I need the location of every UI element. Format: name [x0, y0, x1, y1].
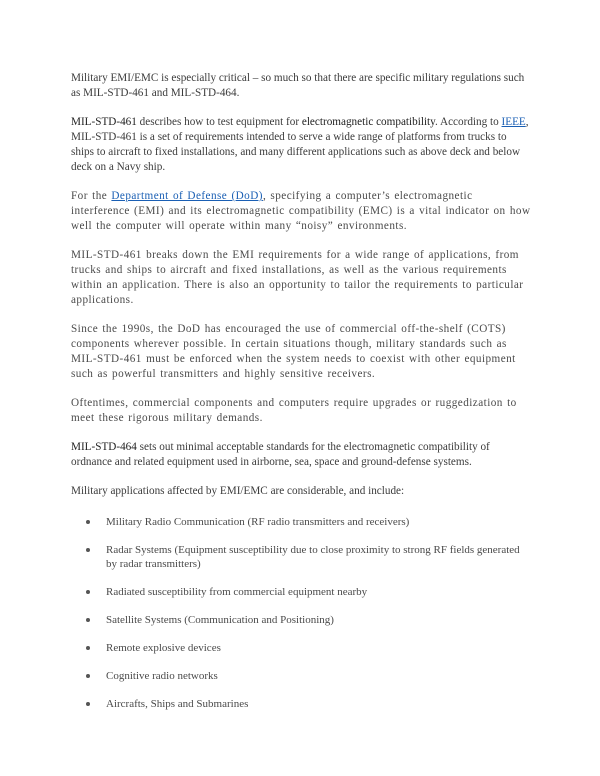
- list-item: [71, 641, 531, 655]
- list-item: [71, 697, 531, 711]
- dod-link[interactable]: Department of Defense (DoD): [111, 190, 263, 202]
- ieee-link[interactable]: IEEE: [501, 116, 526, 128]
- paragraph-intro: Military EMI/EMC is especially critical – so much so that there are specific military regulations such as MIL-STD-461 and MIL-STD-464.: [71, 72, 525, 99]
- list-item-text: Cognitive radio networks: [106, 670, 218, 682]
- list-item-text: Radiated susceptibility from commercial equipment nearby: [106, 586, 368, 598]
- mil-std-461-text-c: , MIL-STD-461 is a set of requirements intended to serve a wide range of platforms from trucks to ships to aircraft to fixed installations, and many different applications such as above deck and below deck on a Navy ship.: [71, 116, 529, 173]
- bullet-icon: [86, 618, 90, 622]
- paragraph-mil-std-464: [71, 440, 531, 470]
- bullet-icon: [86, 520, 90, 524]
- paragraph-ruggedization: Oftentimes, commercial components and computers require upgrades or ruggedization to meet these rigorous military demands.: [71, 397, 517, 424]
- bullet-icon: [86, 702, 90, 706]
- bullet-icon: [86, 590, 90, 594]
- dod-text-b: , specifying a computer’s electromagnetic interference (EMI) and its electromagnetic compatibility (EMC) is a vital indicator on how well the computer will operate within many “noisy” environments.: [71, 190, 531, 232]
- paragraph-dod: [71, 189, 531, 234]
- mil-std-461-label: MIL-STD-461: [71, 116, 137, 128]
- paragraph-mil-std-461: [71, 115, 531, 175]
- dod-text-a: For the: [71, 190, 112, 202]
- mil-std-464-label: MIL-STD-464: [71, 441, 137, 453]
- emc-term: electromagnetic compatibility: [301, 116, 436, 128]
- list-item-text: Satellite Systems (Communication and Positioning): [106, 614, 334, 626]
- document-page: [71, 71, 531, 725]
- mil-std-461-text-a: describes how to test equipment for: [136, 116, 302, 128]
- paragraph-applications-intro: Military applications affected by EMI/EMC are considerable, and include:: [71, 485, 405, 497]
- paragraph-emi-breakdown: MIL-STD-461 breaks down the EMI requirements for a wide range of applications, from trucks and ships to aircraft and fixed installations, as well as the various requirements within an application. There is also an opportunity to tailor the requirements to particular applications.: [71, 249, 524, 306]
- list-item: [71, 585, 531, 599]
- mil-std-464-text: sets out minimal acceptable standards for the electromagnetic compatibility of ordnance and related equipment used in airborne, sea, space and ground-defense systems.: [71, 441, 490, 468]
- mil-std-461-text-b: . According to: [435, 116, 502, 128]
- paragraph-cots: Since the 1990s, the DoD has encouraged the use of commercial off-the-shelf (COTS) components wherever possible. In certain situations though, military standards such as MIL-STD-461 must be enforced when the system needs to coexist with other equipment such as powerful transmitters and highly sensitive receivers.: [71, 323, 516, 380]
- list-item-text: Radar Systems (Equipment susceptibility due to close proximity to strong RF fields generated by radar transmitters): [106, 544, 520, 570]
- list-item: [71, 543, 531, 571]
- bullet-icon: [86, 646, 90, 650]
- bullet-icon: [86, 674, 90, 678]
- list-item-text: Military Radio Communication (RF radio transmitters and receivers): [106, 516, 410, 528]
- list-item: [71, 613, 531, 627]
- list-item: [71, 515, 531, 529]
- list-item: [71, 669, 531, 683]
- bullet-icon: [86, 548, 90, 552]
- list-item-text: Remote explosive devices: [106, 642, 221, 654]
- list-item-text: Aircrafts, Ships and Submarines: [106, 698, 249, 710]
- applications-list: [71, 515, 531, 711]
